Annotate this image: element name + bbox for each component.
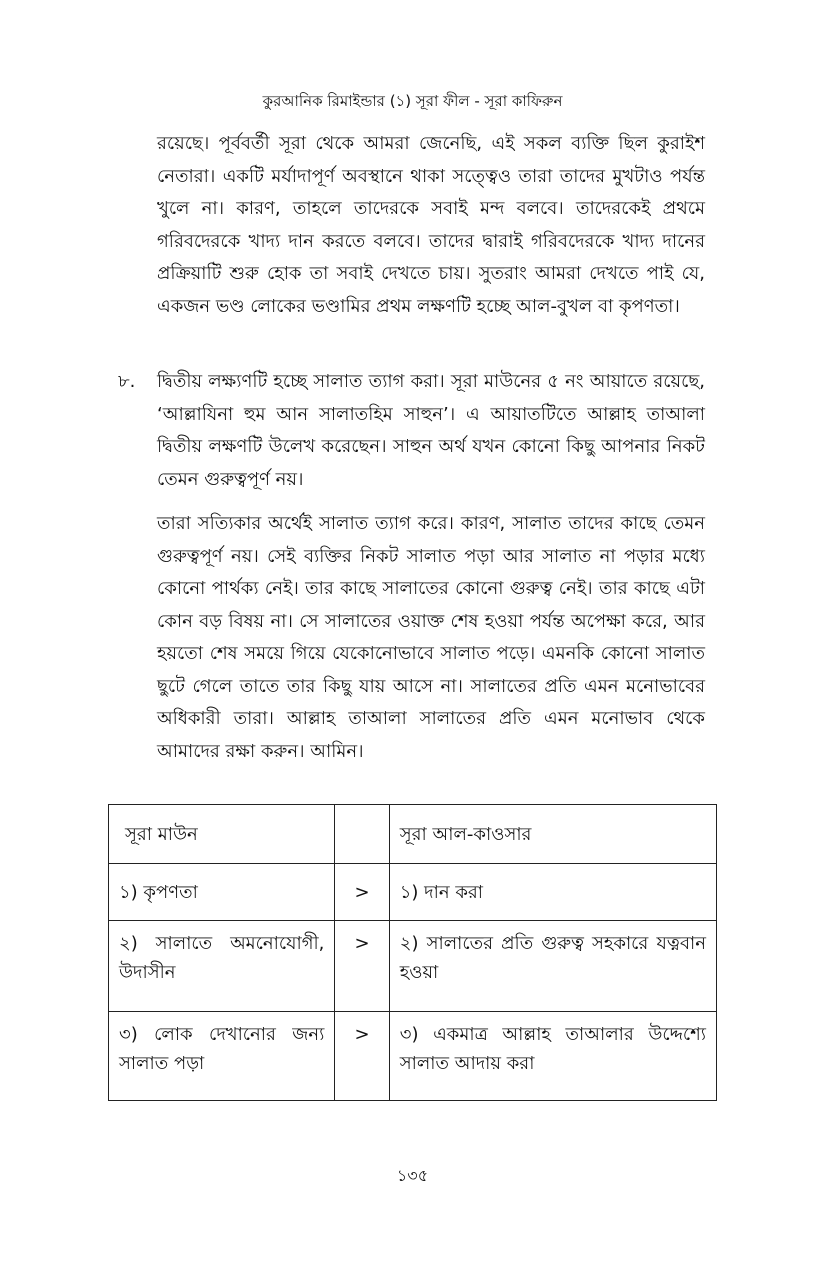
comparison-table	[108, 804, 717, 1101]
body-paragraph-3: তারা সত্যিকার অর্থেই সালাত ত্যাগ করে। কারণ, সালাত তাদের কাছে তেমন গুরুত্বপূর্ণ নয়। সেই ব্যক্তির নিকট সালাত পড়া আর সালাত না পড়ার মধ্যে কোনো পার্থক্য নেই। তার কাছে সালাতের কোনো গুরুত্ব নেই। তার কাছে এটা কোন বড় বিষয় না। সে সালাতের ওয়াক্ত শেষ হওয়া পর্যন্ত অপেক্ষা করে, আর হয়তো শেষ সময়ে গিয়ে যেকোনোভাবে সালাত পড়ে। এমনকি কোনো সালাত ছুটে গেলে তাতে তার কিছু যায় আসে না। সালাতের প্রতি এমন মনোভাবের অধিকারী তারা। আল্লাহ তাআলা সালাতের প্রতি এমন মনোভাব থেকে আমাদের রক্ষা করুন। আমিন।	[157, 513, 705, 762]
table-cell: ৩) লোক দেখানোর জন্য সালাত পড়া	[109, 1012, 335, 1101]
table-row	[109, 864, 717, 921]
table-cell: ২) সালাতের প্রতি গুরুত্ব সহকারে যত্নবান হওয়া	[389, 921, 716, 1012]
table-header-row	[109, 805, 717, 864]
body-paragraph-1: রয়েছে। পূর্ববর্তী সূরা থেকে আমরা জেনেছি, এই সকল ব্যক্তি ছিল কুরাইশ নেতারা। একটি মর্যাদাপূর্ণ অবস্থানে থাকা সত্ত্বেও তারা তাদের মুখটাও পর্যন্ত খুলে না। কারণ, তাহলে তাদেরকে সবাই মন্দ বলবে। তাদেরকেই প্রথমে গরিবদেরকে খাদ্য দান করতে বলবে। তাদের দ্বারাই গরিবদেরকে খাদ্য দানের প্রক্রিয়াটি শুরু হোক তা সবাই দেখতে চায়। সুতরাং আমরা দেখতে পাই যে, একজন ভণ্ড লোকের ভণ্ডামির প্রথম লক্ষণটি হচ্ছে আল-বুখল বা কৃপণতা।	[157, 133, 705, 317]
body-paragraph-2: দ্বিতীয় লক্ষ্যণটি হচ্ছে সালাত ত্যাগ করা। সূরা মাউনের ৫ নং আয়াতে রয়েছে, ‘আল্লাযিনা হুম আন সালাতহিম সাহুন’। এ আয়াতটিতে আল্লাহ তাআলা দ্বিতীয় লক্ষণটি উলেখ করেছেন। সাহুন অর্থ যখন কোনো কিছু আপনার নিকট তেমন গুরুত্বপূর্ণ নয়।	[157, 371, 705, 490]
greater-than-symbol: >	[335, 864, 389, 921]
table-header-cell: সূরা আল-কাওসার	[389, 805, 716, 864]
table-header-cell	[335, 805, 389, 864]
table-row	[109, 1012, 717, 1101]
greater-than-symbol: >	[335, 1012, 389, 1101]
table-cell: ২) সালাতে অমনোযোগী, উদাসীন	[109, 921, 335, 1012]
table-cell: ৩) একমাত্র আল্লাহ তাআলার উদ্দেশ্যে সালাত আদায় করা	[389, 1012, 716, 1101]
table-cell: ১) দান করা	[389, 864, 716, 921]
table-row	[109, 921, 717, 1012]
table-cell: ১) কৃপণতা	[109, 864, 335, 921]
list-item-number: ৮.	[118, 371, 136, 392]
running-header: কুরআনিক রিমাইন্ডার (১) সূরা ফীল - সূরা কাফিরুন	[262, 92, 563, 110]
page-number: ১৩৫	[396, 1166, 429, 1185]
table-header-cell: সূরা মাউন	[109, 805, 335, 864]
greater-than-symbol: >	[335, 921, 389, 1012]
